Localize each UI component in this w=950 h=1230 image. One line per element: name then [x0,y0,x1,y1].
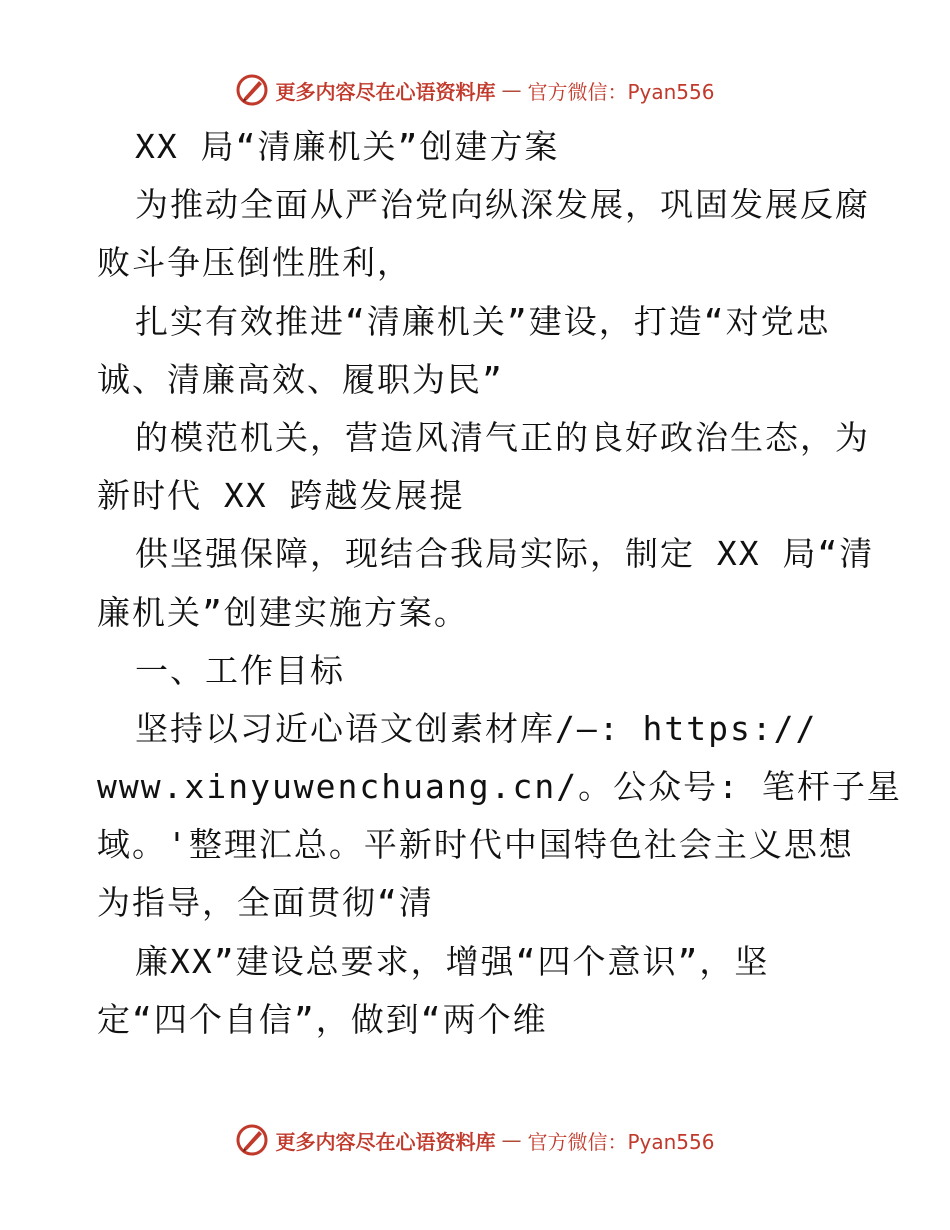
paragraph-line: 扎实有效推进“清廉机关”建设，打造“对党忠 [135,301,831,341]
watermark-separator: — [501,78,522,102]
paragraph-line: 新时代 XX 跨越发展提 [97,476,465,516]
paragraph-line: 供坚强保障，现结合我局实际，制定 XX 局“清 [135,534,875,574]
document-body [97,118,902,1049]
feather-pen-logo-icon [235,1123,269,1157]
paragraph-line: 败斗争压倒性胜利， [97,243,412,283]
paragraph-line: 为指导，全面贯彻“清 [97,883,434,923]
footer-watermark [0,1120,950,1160]
paragraph-line: www.xinyuwenchuang.cn/。公众号: 笔杆子星 [97,767,902,807]
paragraph-line: 定“四个自信”，做到“两个维 [97,999,548,1039]
section-heading: 一、工作目标 [135,650,345,690]
document-title: XX 局“清廉机关”创建方案 [135,127,560,166]
paragraph-line: 为推动全面从严治党向纵深发展，巩固发展反腐 [135,185,870,225]
header-watermark [0,70,950,110]
paragraph-line: 的模范机关，营造风清气正的良好政治生态，为 [135,417,870,457]
paragraph-line: 域。'整理汇总。平新时代中国特色社会主义思想 [97,825,854,865]
watermark-wechat-text: 官方微信：Pyan556 [527,1129,715,1154]
paragraph-line: 坚持以习近心语文创素材库/—: https:// [135,708,818,748]
watermark-separator: — [501,1128,522,1152]
feather-pen-logo-icon [235,73,269,107]
watermark-wechat-text: 官方微信：Pyan556 [527,79,715,104]
paragraph-line: 廉机关”创建实施方案。 [97,592,469,632]
paragraph-line: 廉XX”建设总要求，增强“四个意识”，坚 [135,941,770,981]
watermark-site-text: 更多内容尽在心语资料库 [275,79,496,104]
paragraph-line: 诚、清廉高效、履职为民” [97,359,504,399]
watermark-site-text: 更多内容尽在心语资料库 [275,1129,496,1154]
